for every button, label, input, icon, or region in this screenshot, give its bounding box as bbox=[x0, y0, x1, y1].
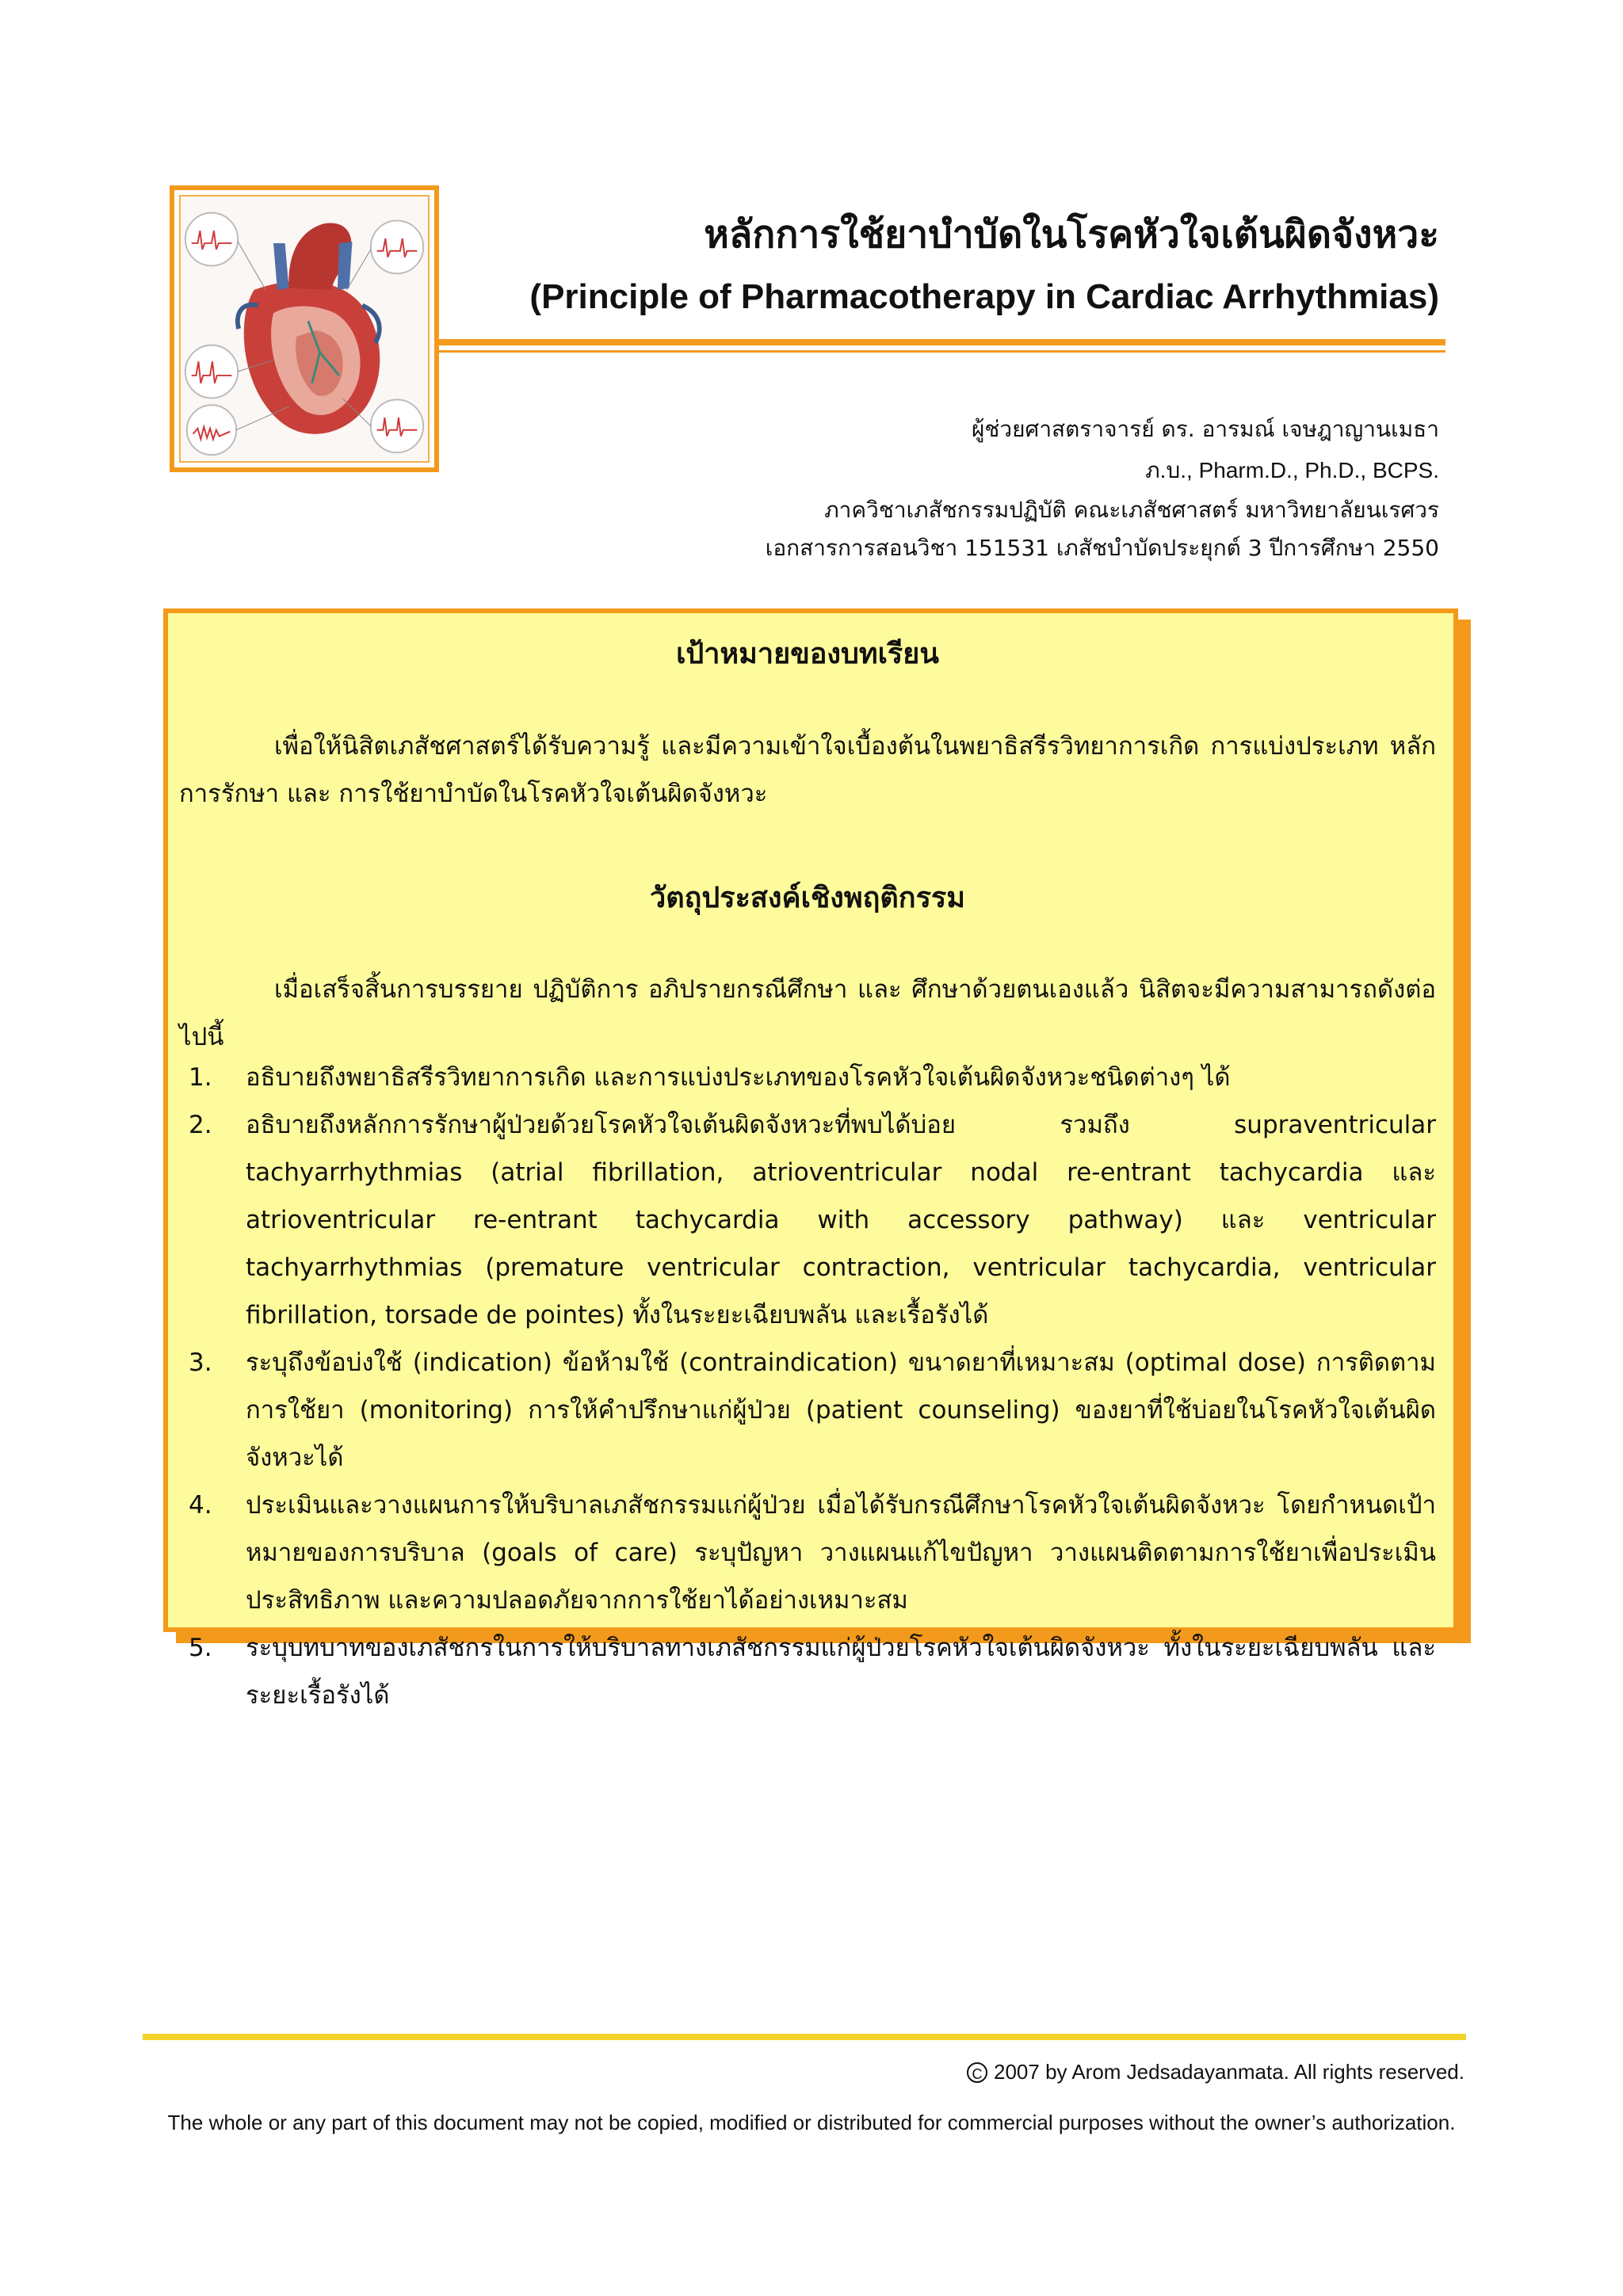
title-thai: หลักการใช้ยาบำบัดในโรคหัวใจเต้นผิดจังหวะ bbox=[704, 212, 1439, 257]
heart-figure-frame bbox=[170, 185, 439, 472]
copyright-icon: C bbox=[967, 2062, 987, 2083]
objectives-intro: เมื่อเสร็จสิ้นการบรรยาย ปฏิบัติการ อภิปรายกรณีศึกษา และ ศึกษาด้วยตนเองแล้ว นิสิตจะมีความสามารถดังต่อไปนี้ bbox=[179, 975, 1436, 1051]
objective-number: 4. bbox=[189, 1491, 212, 1520]
course-info: เอกสารการสอนวิชา 151531 เภสัชบำบัดประยุกต์ 3 ปีการศึกษา 2550 bbox=[765, 535, 1439, 561]
objectives-list bbox=[179, 1054, 1436, 1719]
copyright-text: 2007 by Arom Jedsadayanmata. All rights reserved. bbox=[994, 2060, 1465, 2084]
title-rule-thick bbox=[439, 339, 1445, 345]
objectives-heading: วัตถุประสงค์เชิงพฤติกรรม bbox=[650, 882, 965, 914]
disclaimer-text: The whole or any part of this document may not be copied, modified or distributed for commercial purposes without the owner’s authorization. bbox=[167, 2111, 1456, 2134]
author-affiliation: ภาควิชาเภสัชกรรมปฏิบัติ คณะเภสัชศาสตร์ มหาวิทยาลัยนเรศวร bbox=[824, 497, 1439, 523]
objective-number: 5. bbox=[189, 1634, 212, 1662]
author-degrees: ภ.บ., Pharm.D., Ph.D., BCPS. bbox=[1145, 458, 1439, 482]
objective-text: ระบุบทบาทของเภสัชกรในการให้บริบาลทางเภสัชกรรมแก่ผู้ป่วยโรคหัวใจเต้นผิดจังหวะ ทั้งในระยะเฉียบพลัน และระยะเรื้อรังได้ bbox=[246, 1634, 1436, 1710]
objective-number: 3. bbox=[189, 1348, 212, 1377]
footer-rule bbox=[143, 2034, 1466, 2040]
objective-number: 2. bbox=[189, 1111, 212, 1139]
copyright-notice bbox=[967, 2060, 1465, 2084]
goal-heading: เป้าหมายของบทเรียน bbox=[676, 638, 939, 670]
objective-text: อธิบายถึงพยาธิสรีรวิทยาการเกิด และการแบ่งประเภทของโรคหัวใจเต้นผิดจังหวะชนิดต่างๆ ได้ bbox=[246, 1063, 1231, 1092]
objective-item bbox=[179, 1101, 1436, 1339]
objective-text: ระบุถึงข้อบ่งใช้ (indication) ข้อห้ามใช้ (contraindication) ขนาดยาที่เหมาะสม (optimal dose) การติดตามการใช้ยา (monitoring) การให้คำปรึกษาแก่ผู้ป่วย (patient counseling) ของยาที่ใช้บ่อยในโรคหัวใจเต้นผิดจังหวะได้ bbox=[246, 1348, 1436, 1472]
objective-item bbox=[179, 1482, 1436, 1624]
title-english: (Principle of Pharmacotherapy in Cardiac Arrhythmias) bbox=[529, 277, 1439, 316]
title-rule-thin bbox=[439, 350, 1445, 353]
objective-number: 1. bbox=[189, 1063, 212, 1092]
heart-illustration bbox=[179, 195, 430, 463]
objective-text: อธิบายถึงหลักการรักษาผู้ป่วยด้วยโรคหัวใจเต้นผิดจังหวะที่พบได้บ่อย รวมถึง supraventricular tachyarrhythmias (atrial fibrillation, atrioventricular nodal re-entrant tachycardia และ atrioventricular re-entrant tachycardia with accessory pathway) และ ventricular tachyarrhythmias (premature ventricular contraction, ventricular tachycardia, ventricular fibrillation, torsade de pointes) ทั้งในระยะเฉียบพลัน และเรื้อรังได้ bbox=[246, 1111, 1436, 1329]
objective-item bbox=[179, 1339, 1436, 1482]
goal-text: เพื่อให้นิสิตเภสัชศาสตร์ได้รับความรู้ และมีความเข้าใจเบื้องต้นในพยาธิสรีรวิทยาการเกิด การแบ่งประเภท หลักการรักษา และ การใช้ยาบำบัดในโรคหัวใจเต้นผิดจังหวะ bbox=[179, 732, 1436, 808]
author-name: ผู้ช่วยศาสตราจารย์ ดร. อารมณ์ เจษฎาญานเมธา bbox=[972, 416, 1439, 442]
objective-item bbox=[179, 1054, 1436, 1101]
objectives-box bbox=[163, 608, 1458, 1710]
objective-item bbox=[179, 1624, 1436, 1719]
objective-text: ประเมินและวางแผนการให้บริบาลเภสัชกรรมแก่ผู้ป่วย เมื่อได้รับกรณีศึกษาโรคหัวใจเต้นผิดจังหวะ โดยกำหนดเป้าหมายของการบริบาล (goals of care) ระบุปัญหา วางแผนแก้ไขปัญหา วางแผนติดตามการใช้ยาเพื่อประเมินประสิทธิภาพ และความปลอดภัยจากการใช้ยาได้อย่างเหมาะสม bbox=[246, 1491, 1436, 1615]
